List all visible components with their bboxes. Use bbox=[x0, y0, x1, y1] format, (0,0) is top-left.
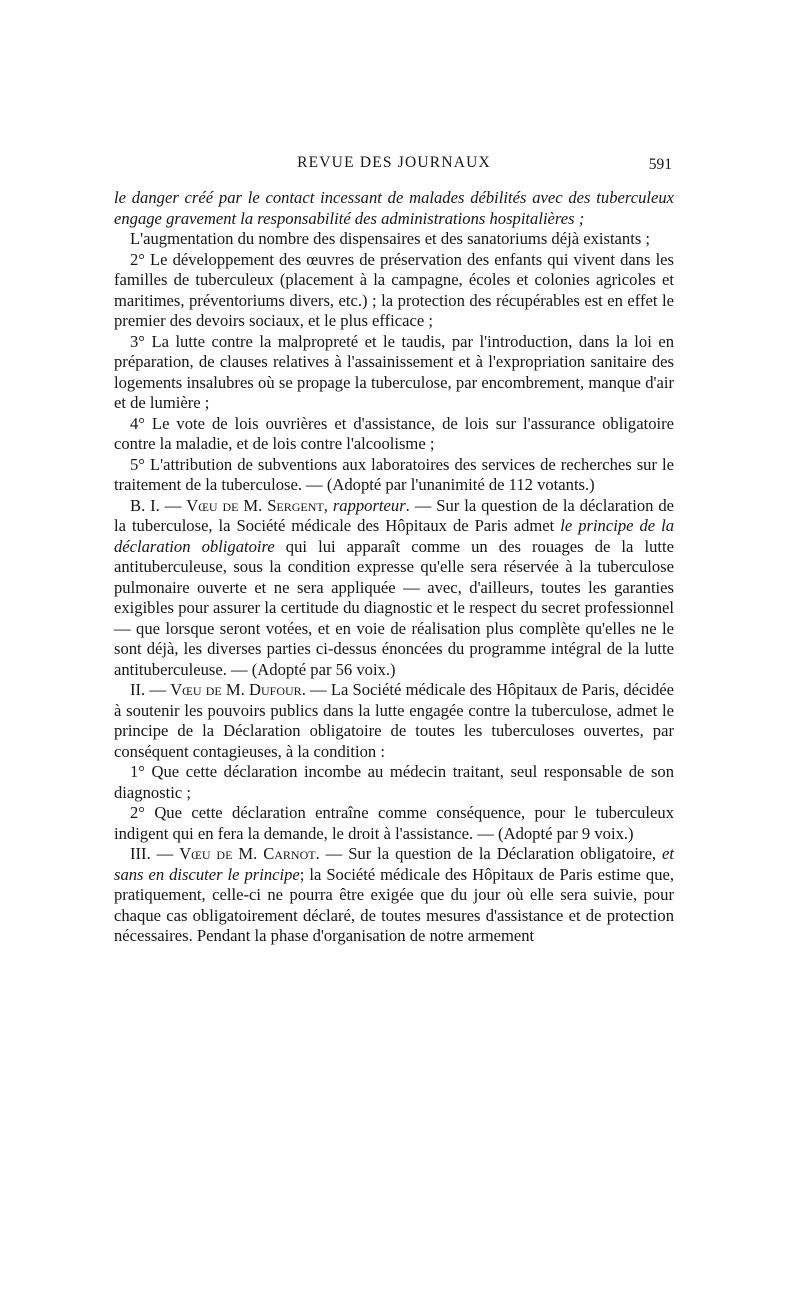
voeu-carnot-lead: III. — bbox=[130, 844, 180, 863]
voeu-sergent-heading: Vœu de M. Sergent bbox=[186, 495, 324, 515]
voeu-sergent-lead: B. I. — bbox=[130, 495, 187, 515]
voeu-sergent-text-1: . — Sur la question de la déclaration de la tuberculose, la Société médicale des Hôpitaux de Paris admet bbox=[114, 495, 674, 535]
voeu-carnot-text-1: . — Sur la question de la Déclaration obligatoire, bbox=[315, 844, 663, 863]
paragraph-item-2: 2° Le développement des œuvres de préservation des enfants qui vivent dans les familles de tuberculeux (placement à la campagne, écoles et colonies agricoles et maritimes, préventoriums divers, etc.) ; la protection des récupérables est en effet le premier des devoirs sociaux, et le plus efficace ; bbox=[114, 249, 674, 330]
paragraph-item-4: 4° Le vote de lois ouvrières et d'assistance, de lois sur l'assurance obligatoire contre la maladie, et de lois contre l'alcoolisme ; bbox=[114, 413, 674, 453]
paragraph-dufour-condition-2: 2° Que cette déclaration entraîne comme conséquence, pour le tuberculeux indigent qui en fera la demande, le droit à l'assistance. — (Adopté par 9 voix.) bbox=[114, 803, 674, 843]
paragraph-voeu-dufour bbox=[114, 680, 674, 762]
voeu-carnot-text-2: ; la Société médicale des Hôpitaux de Paris estime que, pratiquement, celle-ci ne pourra être exigée que du jour où elle sera suivie, pour chaque cas obligatoirement déclaré, de toutes mesures d'assistance et de protection nécessaires. Pendant la phase d'organisation de notre armement bbox=[114, 864, 675, 945]
voeu-dufour-lead: II. — bbox=[130, 680, 171, 699]
page-header bbox=[114, 154, 674, 178]
voeu-carnot-emphasis: et sans en discuter le principe bbox=[114, 844, 674, 884]
paragraph-voeu-sergent bbox=[114, 496, 674, 681]
running-title: REVUE DES JOURNAUX bbox=[297, 154, 491, 171]
voeu-dufour-heading: Vœu de M. Dufour bbox=[170, 680, 302, 699]
body-text bbox=[114, 188, 674, 947]
paragraph-voeu-carnot bbox=[114, 844, 674, 947]
paragraph-dispensaries: L'augmentation du nombre des dispensaires et des sanatoriums déjà existants ; bbox=[130, 229, 651, 248]
page-number: 591 bbox=[648, 156, 672, 173]
paragraph-item-3: 3° La lutte contre la malpropreté et le taudis, par l'introduction, dans la loi en préparation, de clauses relatives à l'assainissement et à l'expropriation sanitaire des logements insalubres où se propage la tuberculose, par encombrement, manque d'air et de lumière ; bbox=[114, 331, 674, 412]
paragraph-intro: le danger créé par le contact incessant de malades débilités avec des tuberculeux engage gravement la responsabilité des administrations hospitalières ; bbox=[114, 188, 674, 228]
voeu-carnot-heading: Vœu de M. Carnot bbox=[179, 844, 316, 863]
voeu-dufour-text: . — La Société médicale des Hôpitaux de Paris, décidée à soutenir les pouvoirs publics dans la lutte engagée contre la tuberculose, admet le principe de la Déclaration obligatoire de toutes les tuberculoses ouvertes, par conséquent contagieuses, à la condition : bbox=[114, 680, 674, 761]
voeu-sergent-role: , rapporteur bbox=[323, 495, 406, 515]
paragraph-item-5: 5° L'attribution de subventions aux laboratoires des services de recherches sur le traitement de la tuberculose. — (Adopté par l'unanimité de 112 votants.) bbox=[114, 454, 674, 494]
paragraph-dufour-condition-1: 1° Que cette déclaration incombe au médecin traitant, seul responsable de son diagnostic ; bbox=[114, 762, 674, 802]
voeu-sergent-emphasis: le principe de la déclaration obligatoire bbox=[114, 516, 674, 556]
voeu-sergent-text-2: qui lui apparaît comme un des rouages de la lutte antituberculeuse, sous la condition expresse qu'elle sera réservée à la tuberculose pulmonaire ouverte et ne sera appliquée — avec, d'ailleurs, toutes les garanties exigibles pour assurer la certitude du diagnostic et le respect du secret professionnel — que lorsque seront votées, et en voie de réalisation plus complète qu'elles ne le sont déjà, les diverses parties ci-dessus énoncées du programme intégral de la lutte antituberculeuse. — (Adopté par 56 voix.) bbox=[114, 536, 674, 679]
